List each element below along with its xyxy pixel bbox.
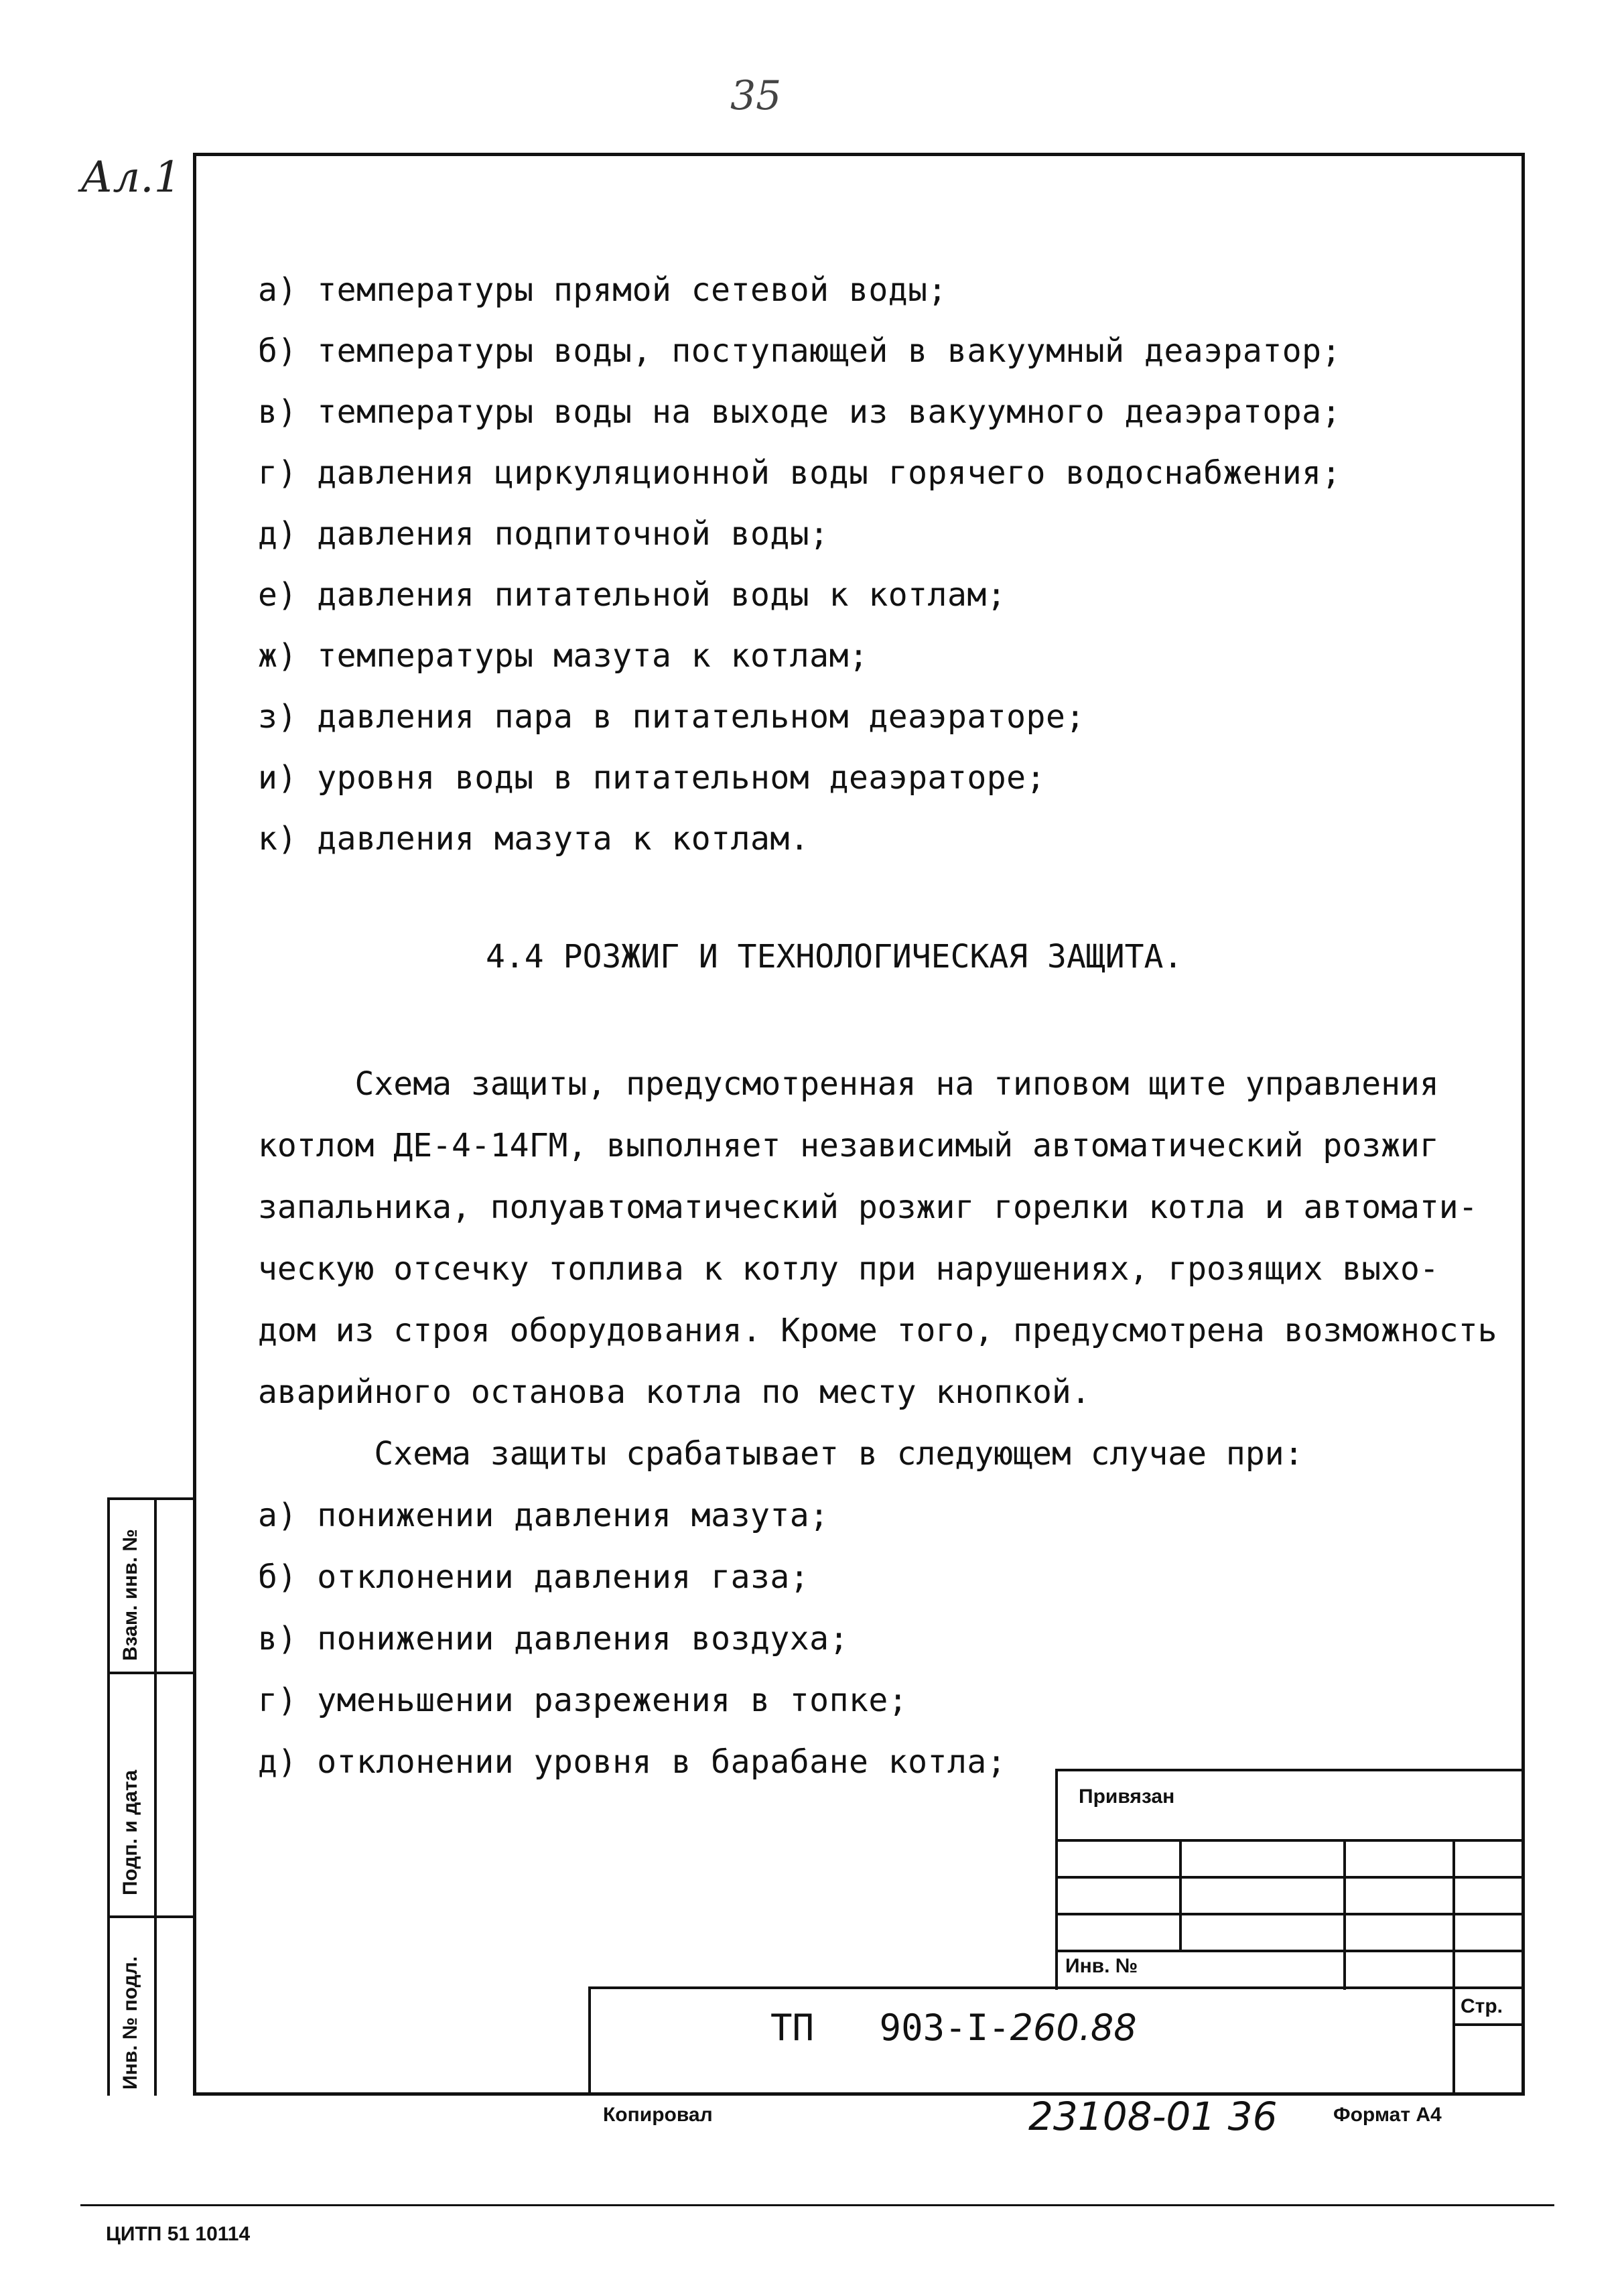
archive-number: 23108-01 36 — [1028, 2094, 1278, 2139]
list-item: б) температуры воды, поступающей в вакуумный деаэратор; — [258, 332, 1341, 370]
list-item: в) понижении давления воздуха; — [258, 1620, 849, 1658]
paragraph-line: дом из строя оборудования. Кроме того, предусмотрена возможность — [258, 1312, 1497, 1349]
handwritten-page-number: 35 — [730, 72, 782, 119]
list-item: и) уровня воды в питательном деаэраторе; — [258, 759, 1046, 797]
list-item: к) давления мазута к котлам. — [258, 820, 810, 858]
cert-code: ЦИТП 51 10114 — [106, 2223, 251, 2245]
stamp-divider — [110, 1672, 196, 1674]
list-item: е) давления питательной воды к котлам; — [258, 576, 1007, 614]
stamp-divider — [110, 1915, 196, 1918]
binding-stamp — [107, 1497, 193, 2096]
list-item: а) температуры прямой сетевой воды; — [258, 271, 947, 309]
list-item: б) отклонении давления газа; — [258, 1558, 810, 1596]
paragraph-line: Схема защиты, предусмотренная на типовом щите управления — [258, 1065, 1439, 1103]
paragraph-line: ческую отсечку топлива к котлу при нарушениях, грозящих выхо- — [258, 1250, 1439, 1288]
table-rule — [1452, 2023, 1525, 2026]
stamp-divider — [154, 1500, 157, 2096]
list-item: г) давления циркуляционной воды горячего водоснабжения; — [258, 454, 1341, 492]
page-label: Стр. — [1461, 1995, 1503, 2017]
list-item: д) давления подпиточной воды; — [258, 515, 829, 553]
sheet-marker: Ал.1 — [80, 153, 182, 202]
replace-inv-label: Взам. инв. № — [119, 1529, 141, 1661]
tied-label: Привязан — [1079, 1785, 1175, 1808]
list-item: з) давления пара в питательном деаэраторе; — [258, 698, 1085, 736]
copied-label: Копировал — [603, 2104, 713, 2126]
table-rule — [1179, 1839, 1182, 1950]
list-item: ж) температуры мазута к котлам; — [258, 637, 869, 675]
section-heading: 4.4 РОЗЖИГ И ТЕХНОЛОГИЧЕСКАЯ ЗАЩИТА. — [486, 938, 1183, 975]
list-item: д) отклонении уровня в барабане котла; — [258, 1743, 1007, 1781]
paragraph-line: аварийного останова котла по месту кнопкой. — [258, 1373, 1091, 1411]
table-rule — [1343, 1839, 1346, 1990]
sign-date-label: Подп. и дата — [119, 1769, 141, 1895]
paragraph-line: Схема защиты срабатывает в следующем случае при: — [258, 1435, 1304, 1473]
format-label: Формат А4 — [1333, 2104, 1442, 2126]
list-item: а) понижении давления мазута; — [258, 1497, 829, 1534]
paragraph-line: котлом ДЕ-4-14ГМ, выполняет независимый автоматический розжиг — [258, 1127, 1439, 1164]
bottom-rule — [80, 2204, 1554, 2206]
inv-label: Инв. № — [1065, 1955, 1138, 1977]
list-item: в) температуры воды на выходе из вакуумного деаэратора; — [258, 393, 1341, 431]
document-code: ТП 903-I-260.88 — [770, 2007, 1137, 2049]
list-item: г) уменьшении разрежения в топке; — [258, 1682, 908, 1719]
paragraph-line: запальника, полуавтоматический розжиг горелки котла и автомати- — [258, 1189, 1478, 1226]
inv-orig-label: Инв. № подл. — [119, 1956, 141, 2090]
